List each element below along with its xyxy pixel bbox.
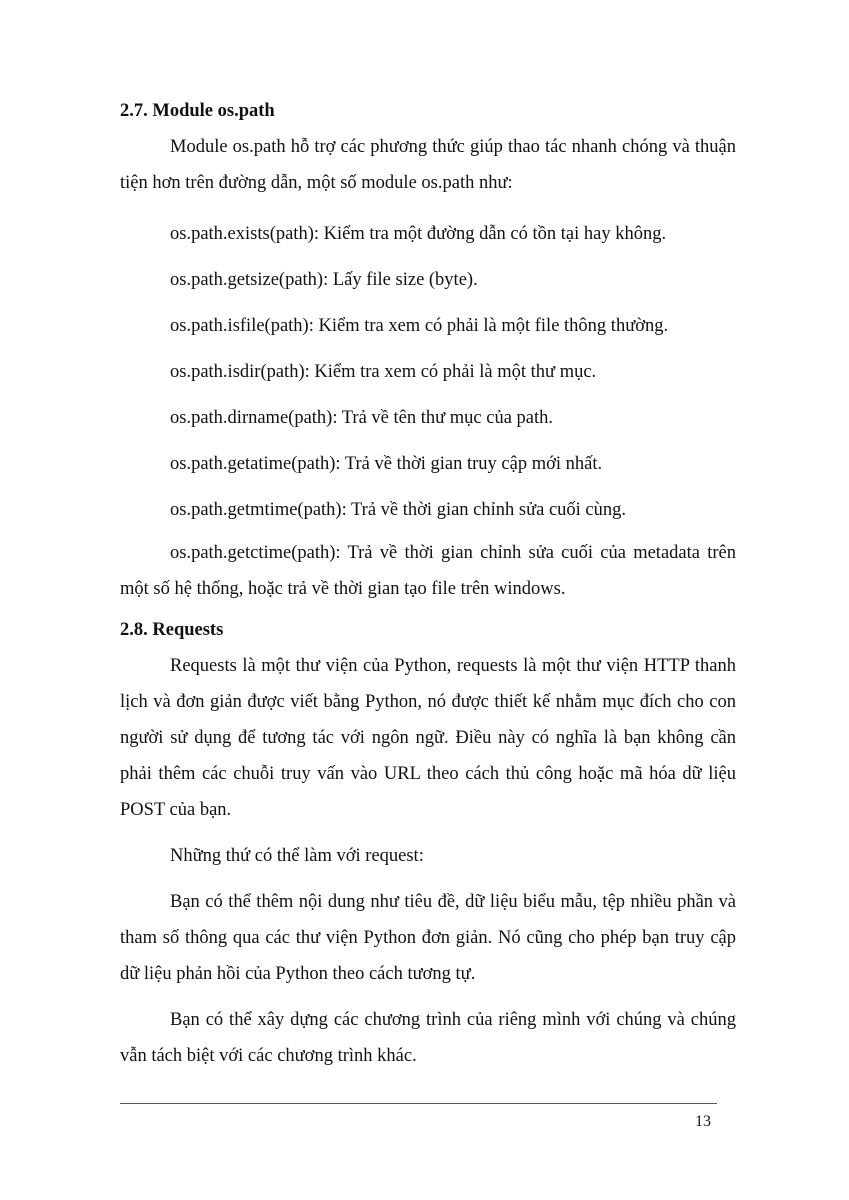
list-item-dirname: os.path.dirname(path): Trả về tên thư mục của path.	[170, 408, 554, 428]
requests-intro-paragraph: Requests là một thư viện của Python, requests là một thư viện HTTP thanh lịch và đơn giản được viết bằng Python, nó được thiết kế nhằm mục đích cho con người sử dụng để tương tác với ngôn ngữ. Điều này có nghĩa là bạn không cần phải thêm các chuỗi truy vấn vào URL theo cách thủ công hoặc mã hóa dữ liệu POST của bạn.	[120, 656, 736, 820]
section-heading-requests: 2.8. Requests	[120, 620, 224, 640]
document-body	[120, 96, 736, 1074]
list-item-getmtime: os.path.getmtime(path): Trả về thời gian chỉnh sửa cuối cùng.	[170, 500, 627, 520]
list-item-getsize: os.path.getsize(path): Lấy file size (byte).	[170, 270, 478, 290]
requests-capability-paragraph-1: Bạn có thể thêm nội dung như tiêu đề, dữ liệu biểu mẫu, tệp nhiều phần và tham số thông qua các thư viện Python đơn giản. Nó cũng cho phép bạn truy cập dữ liệu phản hồi của Python theo cách tương tự.	[120, 892, 736, 984]
list-item-getatime: os.path.getatime(path): Trả về thời gian truy cập mới nhất.	[170, 454, 603, 474]
list-item-exists: os.path.exists(path): Kiểm tra một đường dẫn có tồn tại hay không.	[170, 224, 667, 244]
footer-divider	[120, 1103, 717, 1104]
list-item-isfile: os.path.isfile(path): Kiểm tra xem có phải là một file thông thường.	[170, 316, 669, 336]
list-item-isdir: os.path.isdir(path): Kiểm tra xem có phải là một thư mục.	[170, 362, 597, 382]
page-number: 13	[695, 1113, 711, 1130]
list-item-getctime: os.path.getctime(path): Trả về thời gian chỉnh sửa cuối của metadata trên một số hệ thống, hoặc trả về thời gian tạo file trên windows.	[120, 543, 736, 599]
os-path-intro-paragraph: Module os.path hỗ trợ các phương thức giúp thao tác nhanh chóng và thuận tiện hơn trên đường dẫn, một số module os.path như:	[120, 137, 736, 193]
section-heading-os-path: 2.7. Module os.path	[120, 101, 275, 121]
requests-capabilities-label: Những thứ có thể làm với request:	[170, 846, 424, 866]
requests-capability-paragraph-2: Bạn có thể xây dựng các chương trình của riêng mình với chúng và chúng vẫn tách biệt với các chương trình khác.	[120, 1010, 736, 1066]
